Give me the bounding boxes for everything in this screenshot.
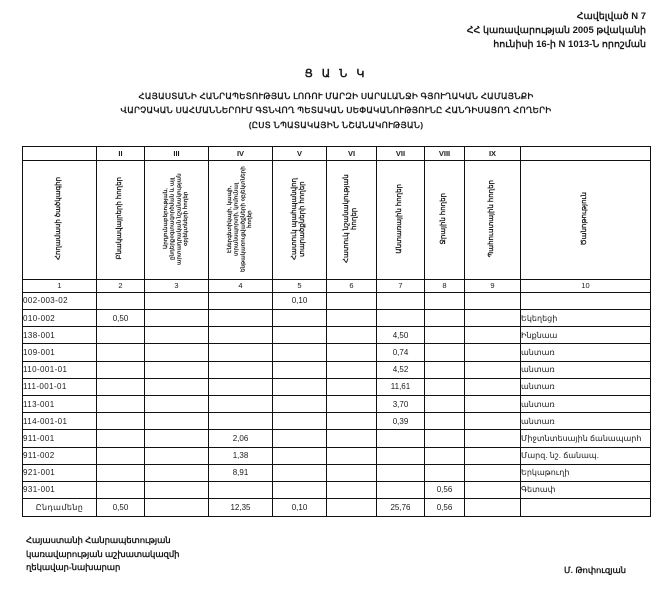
footer-line-2: կառավարության աշխատակազմի: [26, 548, 180, 559]
cell-forest: [377, 292, 425, 309]
cell-protected: [273, 361, 327, 378]
column-header-settlement: [97, 160, 145, 279]
table-row: [23, 361, 651, 378]
roman-cell-6: VI: [327, 146, 377, 160]
subtitle-line-3: (ԸՍՏ ՆՊԱՏԱԿԱՅԻՆ ՆՇԱՆԱԿՈՒԹՅԱՆ): [248, 119, 424, 130]
footer-line-1: Հայաստանի Հանրապետության: [26, 535, 171, 546]
total-water: 0,56: [425, 499, 465, 517]
cell-settlement: [97, 327, 145, 344]
cell-code: 113-001: [23, 395, 97, 412]
colnum-3: 3: [145, 279, 209, 292]
total-forest: 25,76: [377, 499, 425, 517]
column-header-note: [521, 160, 651, 279]
table-header-row: [23, 160, 651, 279]
cell-settlement: 0,50: [97, 310, 145, 327]
cell-forest: 0,39: [377, 413, 425, 430]
cell-forest: [377, 481, 425, 498]
subtitle-line-2: ՎԱՐՉԱԿԱՆ ՍԱՀՄԱՆՆԵՐՈՒՄ ԳՏՆՎՈՂ ՊԵՏԱԿԱՆ ՍԵՓԱԿԱՆՈՒԹՅՈՒՆԸ ՀԱՆԴԻՍԱՑՈՂ ՀՈՂԵՐԻ: [120, 105, 552, 116]
cell-special: [327, 310, 377, 327]
table-row: [23, 327, 651, 344]
colnum-1: 1: [23, 279, 97, 292]
roman-cell-3: III: [145, 146, 209, 160]
roman-cell-2: II: [97, 146, 145, 160]
column-header-industry: [145, 160, 209, 279]
cell-industry: [145, 327, 209, 344]
cell-forest: [377, 430, 425, 447]
cell-energy: [209, 361, 273, 378]
total-special: [327, 499, 377, 517]
header-line-2: ՀՀ կառավարության 2005 թվականի: [466, 24, 646, 36]
colnum-4: 4: [209, 279, 273, 292]
cell-protected: [273, 395, 327, 412]
cell-protected: [273, 413, 327, 430]
cell-energy: [209, 395, 273, 412]
cell-note: անտառ: [521, 413, 651, 430]
cell-settlement: [97, 361, 145, 378]
cell-code: 931-001: [23, 481, 97, 498]
colnum-7: 7: [377, 279, 425, 292]
cell-industry: [145, 447, 209, 464]
cell-water: 0,56: [425, 481, 465, 498]
cell-energy: [209, 327, 273, 344]
cell-protected: [273, 430, 327, 447]
total-note: [521, 499, 651, 517]
cell-water: [425, 344, 465, 361]
cell-special: [327, 292, 377, 309]
cell-settlement: [97, 292, 145, 309]
cell-note: [521, 292, 651, 309]
column-header-energy-label: Էներգետիկայի, կապի, տրանսպորտի, կոմունալ ենթակառուցվածքների օբյեկտների հողեր: [227, 165, 254, 272]
cell-energy: [209, 292, 273, 309]
signature-name: Մ. Թոփուզյան: [564, 565, 626, 576]
cell-forest: 3,70: [377, 395, 425, 412]
cell-protected: [273, 481, 327, 498]
header-line-3: հունիսի 16-ի N 1013-Ն որոշման: [493, 38, 646, 50]
land-table: [22, 146, 651, 517]
colnum-6: 6: [327, 279, 377, 292]
cell-note: անտառ: [521, 361, 651, 378]
column-header-forest-label: Անտառային հողեր: [396, 183, 404, 254]
cell-reserve: [465, 413, 521, 430]
table-row: [23, 447, 651, 464]
cell-special: [327, 464, 377, 481]
total-reserve: [465, 499, 521, 517]
column-header-note-label: Ծանոթություն: [581, 192, 589, 246]
cell-industry: [145, 344, 209, 361]
cell-water: [425, 292, 465, 309]
cell-code: 911-002: [23, 447, 97, 464]
table-row: [23, 481, 651, 498]
cell-protected: [273, 378, 327, 395]
cell-reserve: [465, 430, 521, 447]
table-row: [23, 310, 651, 327]
cell-note: Միջտնտեսային ճանապարհ: [521, 430, 651, 447]
colnum-5: 5: [273, 279, 327, 292]
cell-water: [425, 395, 465, 412]
cell-settlement: [97, 430, 145, 447]
table-colnum-row: [23, 279, 651, 292]
colnum-2: 2: [97, 279, 145, 292]
cell-water: [425, 378, 465, 395]
cell-reserve: [465, 344, 521, 361]
cell-forest: [377, 310, 425, 327]
cell-note: Երկաթուղի: [521, 464, 651, 481]
cell-special: [327, 395, 377, 412]
cell-industry: [145, 310, 209, 327]
cell-energy: 8,91: [209, 464, 273, 481]
total-label: Ընդամենը: [23, 499, 97, 517]
header-line-1: Հավելված N 7: [576, 11, 646, 22]
cell-code: 111-001-01: [23, 378, 97, 395]
cell-special: [327, 413, 377, 430]
cell-note: Գետափ: [521, 481, 651, 498]
cell-energy: [209, 378, 273, 395]
document-footer: [22, 534, 650, 574]
cell-energy: 2,06: [209, 430, 273, 447]
cell-reserve: [465, 481, 521, 498]
column-header-industry-label: Արդյունաբերության, ընդերքօգտագործման և այլ արտադրական նշանակության օբյեկտների հողեր: [163, 173, 190, 265]
cell-code: 010-002: [23, 310, 97, 327]
column-header-water: [425, 160, 465, 279]
cell-note: Ինքնաա: [521, 327, 651, 344]
cell-settlement: [97, 464, 145, 481]
column-header-special: [327, 160, 377, 279]
cell-industry: [145, 464, 209, 481]
cell-protected: [273, 344, 327, 361]
cell-forest: 4,52: [377, 361, 425, 378]
cell-forest: [377, 464, 425, 481]
column-header-reserve: [465, 160, 521, 279]
colnum-9: 9: [465, 279, 521, 292]
cell-special: [327, 378, 377, 395]
cell-reserve: [465, 378, 521, 395]
column-header-protected-label: Հատուկ պահպանվող տարածքների հողեր: [291, 177, 307, 260]
table-row: [23, 344, 651, 361]
total-energy: 12,35: [209, 499, 273, 517]
roman-cell-1: [23, 146, 97, 160]
document-header: [22, 10, 650, 51]
cell-special: [327, 327, 377, 344]
cell-water: [425, 464, 465, 481]
cell-industry: [145, 378, 209, 395]
cell-settlement: [97, 344, 145, 361]
cell-reserve: [465, 447, 521, 464]
cell-special: [327, 430, 377, 447]
roman-cell-4: IV: [209, 146, 273, 160]
cell-energy: [209, 481, 273, 498]
column-header-code-label: Հողամասի ծածկագիր: [55, 177, 63, 261]
cell-forest: 4,50: [377, 327, 425, 344]
cell-water: [425, 327, 465, 344]
cell-reserve: [465, 361, 521, 378]
cell-water: [425, 447, 465, 464]
table-row: [23, 395, 651, 412]
cell-special: [327, 344, 377, 361]
cell-reserve: [465, 395, 521, 412]
roman-cell-7: VII: [377, 146, 425, 160]
column-header-water-label: Ջրային հողեր: [440, 193, 448, 245]
column-header-code: [23, 160, 97, 279]
table-row: [23, 464, 651, 481]
cell-code: 002-003-02: [23, 292, 97, 309]
subtitle-line-1: ՀԱՅԱՍՏԱՆԻ ՀԱՆՐԱՊԵՏՈՒԹՅԱՆ ԼՈՌՈՒ ՄԱՐԶԻ ՍԱՐԱԼԱՆՋԻ ԳՅՈՒՂԱԿԱՆ ՀԱՄԱՅՆՔԻ: [138, 91, 534, 102]
column-header-energy: [209, 160, 273, 279]
cell-energy: [209, 310, 273, 327]
cell-protected: [273, 464, 327, 481]
cell-industry: [145, 395, 209, 412]
cell-protected: 0,10: [273, 292, 327, 309]
cell-industry: [145, 413, 209, 430]
cell-industry: [145, 361, 209, 378]
cell-settlement: [97, 395, 145, 412]
cell-code: 138-001: [23, 327, 97, 344]
cell-protected: [273, 310, 327, 327]
total-protected: 0,10: [273, 499, 327, 517]
cell-special: [327, 481, 377, 498]
cell-code: 911-001: [23, 430, 97, 447]
table-total-row: [23, 499, 651, 517]
cell-water: [425, 430, 465, 447]
cell-special: [327, 447, 377, 464]
total-settlement: 0,50: [97, 499, 145, 517]
column-header-special-label: Հատուկ նշանակության հողեր: [343, 174, 359, 264]
cell-water: [425, 310, 465, 327]
cell-energy: [209, 413, 273, 430]
cell-code: 114-001-01: [23, 413, 97, 430]
cell-note: անտառ: [521, 378, 651, 395]
cell-settlement: [97, 413, 145, 430]
cell-note: անտառ: [521, 344, 651, 361]
column-header-settlement-label: Բնակավայրերի հողեր: [116, 177, 124, 261]
column-header-protected: [273, 160, 327, 279]
table-row: [23, 378, 651, 395]
footer-line-3: ղեկավար-նախարար: [26, 561, 121, 572]
document-subtitle: [22, 89, 650, 132]
cell-reserve: [465, 464, 521, 481]
roman-cell-8: VIII: [425, 146, 465, 160]
total-industry: [145, 499, 209, 517]
cell-forest: 11,61: [377, 378, 425, 395]
table-row: [23, 292, 651, 309]
roman-cell-9: IX: [465, 146, 521, 160]
roman-cell-10: [521, 146, 651, 160]
cell-reserve: [465, 292, 521, 309]
cell-special: [327, 361, 377, 378]
column-header-reserve-label: Պահուստային հողեր: [488, 180, 496, 258]
cell-industry: [145, 481, 209, 498]
cell-code: 109-001: [23, 344, 97, 361]
cell-energy: 1,38: [209, 447, 273, 464]
table-roman-row: [23, 146, 651, 160]
column-header-forest: [377, 160, 425, 279]
cell-code: 921-001: [23, 464, 97, 481]
cell-forest: [377, 447, 425, 464]
cell-note: Եկեղեցի: [521, 310, 651, 327]
cell-settlement: [97, 481, 145, 498]
cell-industry: [145, 430, 209, 447]
page-title: Ց Ա Ն Կ: [304, 68, 368, 81]
cell-protected: [273, 327, 327, 344]
cell-note: Մարզ. նշ. ճանապ.: [521, 447, 651, 464]
cell-energy: [209, 344, 273, 361]
colnum-10: 10: [521, 279, 651, 292]
cell-water: [425, 413, 465, 430]
table-row: [23, 413, 651, 430]
cell-settlement: [97, 378, 145, 395]
cell-industry: [145, 292, 209, 309]
cell-reserve: [465, 327, 521, 344]
cell-forest: 0,74: [377, 344, 425, 361]
table-row: [23, 430, 651, 447]
cell-water: [425, 361, 465, 378]
cell-settlement: [97, 447, 145, 464]
cell-code: 110-001-01: [23, 361, 97, 378]
colnum-8: 8: [425, 279, 465, 292]
cell-reserve: [465, 310, 521, 327]
cell-note: անտառ: [521, 395, 651, 412]
roman-cell-5: V: [273, 146, 327, 160]
cell-protected: [273, 447, 327, 464]
